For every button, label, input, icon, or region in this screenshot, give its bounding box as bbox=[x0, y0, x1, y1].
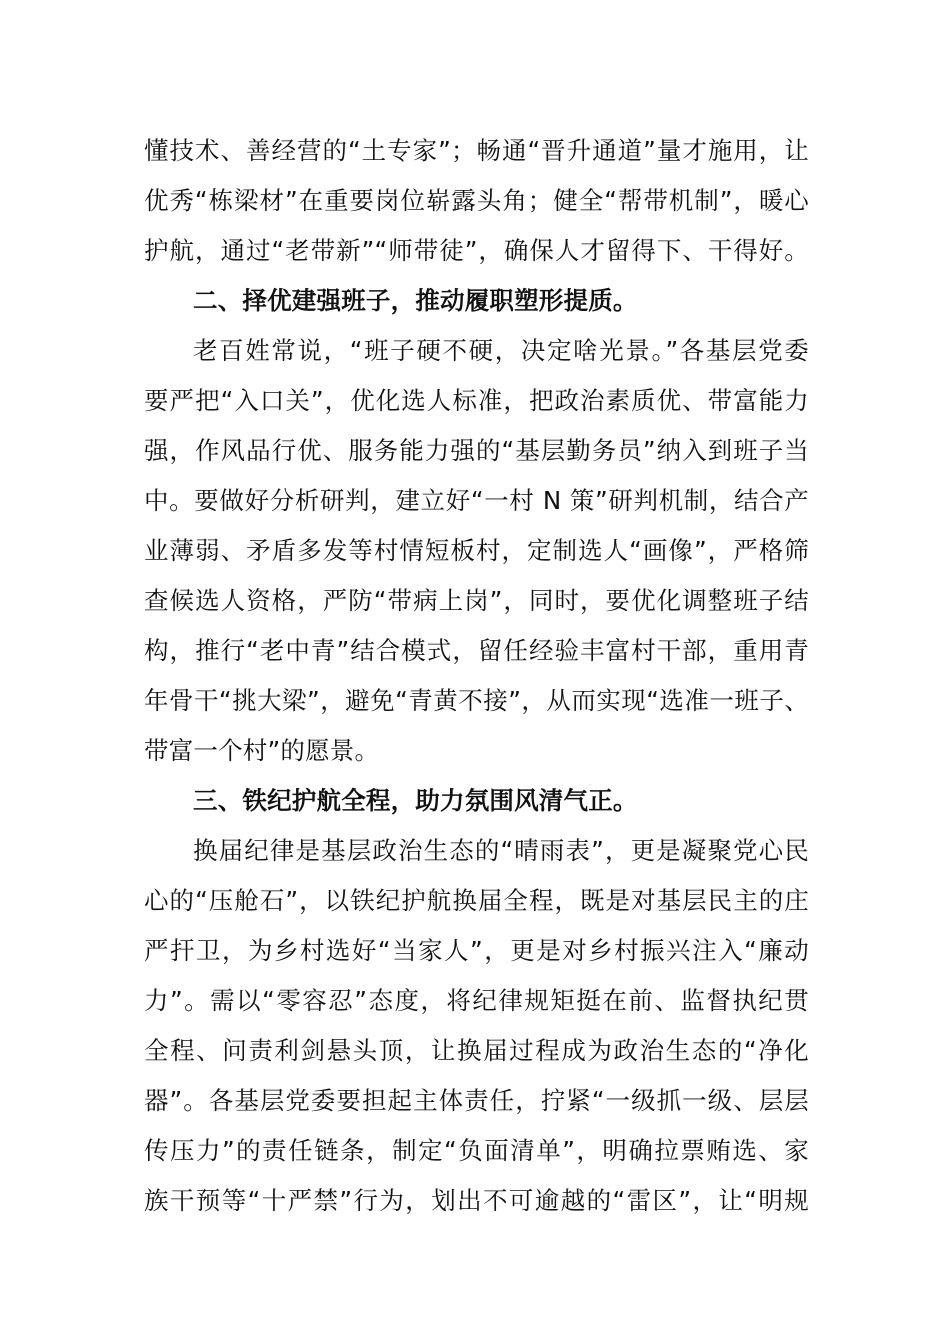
body-text-line: 换届纪律是基层政治生态的“晴雨表”，更是凝聚党心民 bbox=[193, 836, 809, 865]
body-text-line: 懂技术、善经营的“土专家”；畅通“晋升通道”量才施用，让 bbox=[144, 136, 809, 165]
body-text-line: 老百姓常说，“班子硬不硬，决定啥光景。”各基层党委 bbox=[193, 336, 809, 365]
body-text-line: 传压力”的责任链条，制定“负面清单”，明确拉票贿选、家 bbox=[144, 1136, 809, 1165]
body-text-line: 器”。各基层党委要担起主体责任，拧紧“一级抓一级、层层 bbox=[144, 1086, 809, 1115]
body-text-line: 严扞卫，为乡村选好“当家人”，更是对乡村振兴注入“廉动 bbox=[144, 936, 809, 965]
body-text-line: 心的“压舱石”，以铁纪护航换届全程，既是对基层民主的庄 bbox=[144, 886, 809, 915]
body-text-line: 年骨干“挑大梁”，避免“青黄不接”，从而实现“选准一班子、 bbox=[144, 686, 809, 715]
body-text-line: 全程、问责利剑悬头顶，让换届过程成为政治生态的“净化 bbox=[144, 1036, 809, 1065]
body-text-line: 强，作风品行优、服务能力强的“基层勤务员”纳入到班子当 bbox=[144, 436, 809, 465]
section-heading: 二、择优建强班子，推动履职塑形提质。 bbox=[193, 286, 638, 315]
body-text-line: 护航，通过“老带新”“师带徒”，确保人才留得下、干得好。 bbox=[144, 236, 809, 265]
body-text-line: 构，推行“老中青”结合模式，留任经验丰富村干部，重用青 bbox=[144, 636, 809, 665]
body-text-line: 中。要做好分析研判，建立好“一村 N 策”研判机制，结合产 bbox=[144, 486, 809, 515]
body-text-line: 查候选人资格，严防“带病上岗”，同时，要优化调整班子结 bbox=[144, 586, 809, 615]
body-text-line: 力”。需以“零容忍”态度，将纪律规矩挺在前、监督执纪贯 bbox=[144, 986, 809, 1015]
body-text-line: 带富一个村”的愿景。 bbox=[144, 736, 380, 765]
body-text-line: 优秀“栋梁材”在重要岗位崭露头角；健全“帮带机制”，暖心 bbox=[144, 186, 809, 215]
body-text-line: 族干预等“十严禁”行为，划出不可逾越的“雷区”，让“明规 bbox=[144, 1186, 809, 1215]
body-text-line: 业薄弱、矛盾多发等村情短板村，定制选人“画像”，严格筛 bbox=[144, 536, 809, 565]
body-text-line: 要严把“入口关”，优化选人标准，把政治素质优、带富能力 bbox=[144, 386, 809, 415]
section-heading: 三、铁纪护航全程，助力氛围风清气正。 bbox=[193, 786, 638, 815]
